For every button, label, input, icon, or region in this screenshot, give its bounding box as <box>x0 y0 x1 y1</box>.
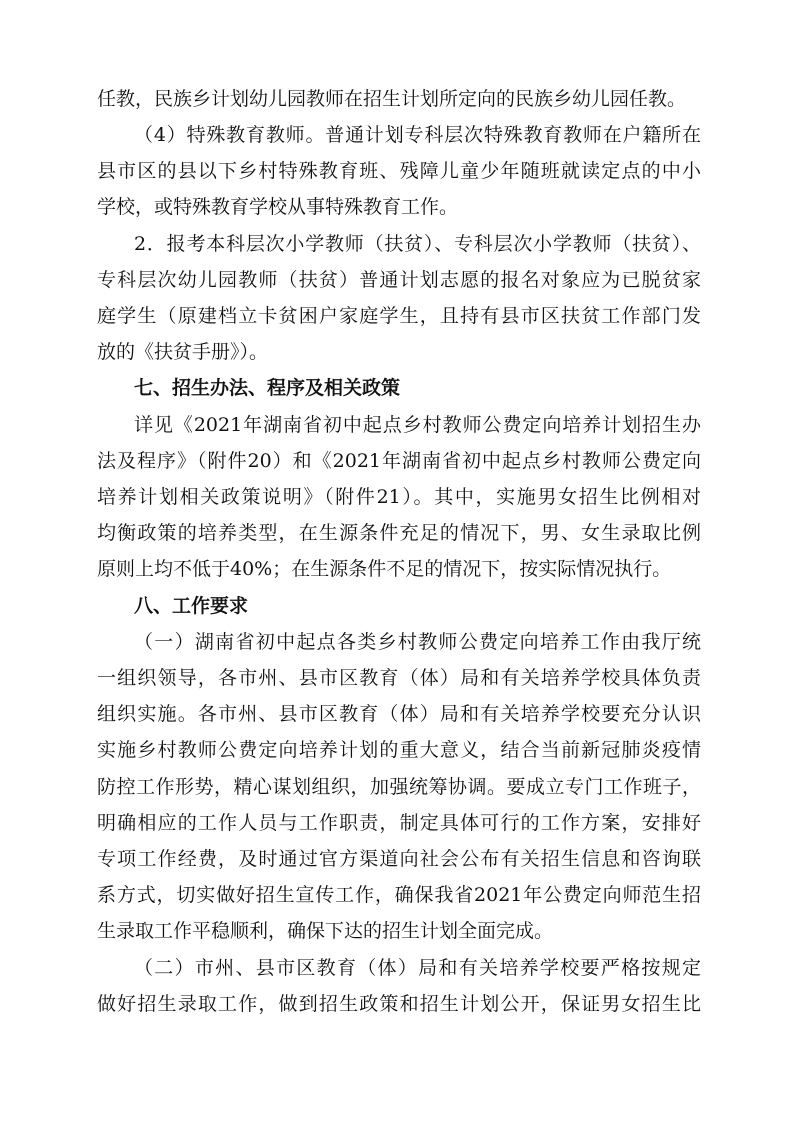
paragraph-line: （二）市州、县市区教育（体）局和有关培养学校要严格按规定 <box>134 957 701 979</box>
paragraph-line: 放的《扶贫手册》）。 <box>97 341 269 363</box>
section-heading-8: 八、工作要求 <box>134 595 249 617</box>
paragraph-line: 组织实施。各市州、县市区教育（体）局和有关培养学校要充分认识 <box>97 703 701 725</box>
paragraph-line: 系方式，切实做好招生宣传工作，确保我省2021年公费定向师范生招 <box>97 884 701 906</box>
paragraph-line: （4）特殊教育教师。普通计划专科层次特殊教育教师在户籍所在 <box>134 124 701 146</box>
paragraph-line: 庭学生（原建档立卡贫困户家庭学生，且持有县市区扶贫工作部门发 <box>97 305 701 327</box>
paragraph-line: 生录取工作平稳顺利，确保下达的招生计划全面完成。 <box>97 920 554 942</box>
paragraph-line: 原则上均不低于40%；在生源条件不足的情况下，按实际情况执行。 <box>97 558 672 580</box>
paragraph-line: 培养计划相关政策说明》（附件21）。其中，实施男女招生比例相对 <box>97 486 701 508</box>
paragraph-line: 专科层次幼儿园教师（扶贫）普通计划志愿的报名对象应为已脱贫家 <box>97 269 701 291</box>
paragraph-line: 2．报考本科层次小学教师（扶贫）、专科层次小学教师（扶贫）、 <box>134 233 701 255</box>
paragraph-line: 实施乡村教师公费定向培养计划的重大意义，结合当前新冠肺炎疫情 <box>97 739 701 761</box>
paragraph-line: 专项工作经费，及时通过官方渠道向社会公布有关招生信息和咨询联 <box>97 848 701 870</box>
paragraph-line: 学校，或特殊教育学校从事特殊教育工作。 <box>97 196 459 218</box>
paragraph-line: 明确相应的工作人员与工作职责，制定具体可行的工作方案，安排好 <box>97 812 701 834</box>
paragraph-line: 一组织领导，各市州、县市区教育（体）局和有关培养学校具体负责 <box>97 667 701 689</box>
section-heading-7: 七、招生办法、程序及相关政策 <box>134 377 401 399</box>
paragraph-line: 县市区的县以下乡村特殊教育班、残障儿童少年随班就读定点的中小 <box>97 160 701 182</box>
paragraph-line: 法及程序》（附件20）和《2021年湖南省初中起点乡村教师公费定向 <box>97 450 701 472</box>
paragraph-line: 任教，民族乡计划幼儿园教师在招生计划所定向的民族乡幼儿园任教。 <box>97 88 687 110</box>
paragraph-line: （一）湖南省初中起点各类乡村教师公费定向培养工作由我厅统 <box>134 631 701 653</box>
paragraph-line: 防控工作形势，精心谋划组织，加强统筹协调。要成立专门工作班子， <box>97 776 701 798</box>
paragraph-line: 详见《2021年湖南省初中起点乡村教师公费定向培养计划招生办 <box>134 414 701 436</box>
paragraph-line: 做好招生录取工作，做到招生政策和招生计划公开，保证男女招生比 <box>97 993 701 1015</box>
paragraph-line: 均衡政策的培养类型，在生源条件充足的情况下，男、女生录取比例 <box>97 522 701 544</box>
